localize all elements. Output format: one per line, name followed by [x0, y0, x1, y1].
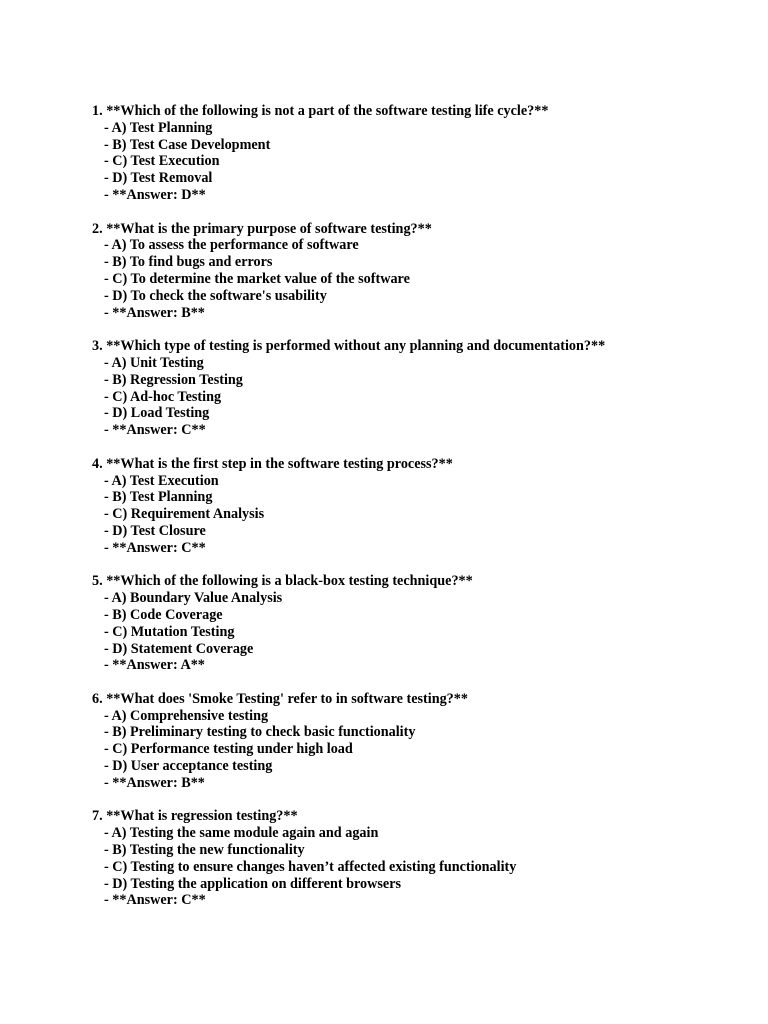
option-b: - B) Test Case Development	[104, 136, 271, 153]
option-d: - D) User acceptance testing	[104, 758, 273, 775]
option-c: - C) Requirement Analysis	[104, 506, 265, 523]
option-b: - B) Regression Testing	[104, 371, 243, 388]
answer-line: - **Answer: D**	[104, 186, 206, 203]
question-heading	[92, 338, 732, 355]
question-5	[92, 573, 732, 674]
question-text: **Which type of testing is performed without any planning and documentation?**	[106, 338, 606, 355]
option-d: - D) Test Closure	[104, 522, 206, 539]
option-b: - B) Test Planning	[104, 489, 213, 506]
option-c: - C) Mutation Testing	[104, 623, 235, 640]
question-number: 4.	[92, 455, 103, 472]
option-a: - A) Boundary Value Analysis	[104, 590, 283, 607]
question-text: **Which of the following is a black-box testing technique?**	[106, 573, 473, 590]
question-7	[92, 808, 732, 909]
option-d: - D) To check the software's usability	[104, 287, 327, 304]
option-a: - A) Test Execution	[104, 472, 219, 489]
question-number: 2.	[92, 220, 103, 237]
question-heading	[92, 808, 732, 825]
option-a: - A) To assess the performance of software	[104, 237, 359, 254]
option-c: - C) Testing to ensure changes haven’t affected existing functionality	[104, 858, 517, 875]
option-a: - A) Comprehensive testing	[104, 707, 269, 724]
option-c: - C) To determine the market value of the software	[104, 270, 410, 287]
question-number: 1.	[92, 103, 103, 119]
option-d: - D) Testing the application on different browsers	[104, 875, 402, 892]
question-text: **Which of the following is not a part of the software testing life cycle?**	[106, 103, 549, 119]
question-text: **What is regression testing?**	[106, 808, 298, 825]
question-heading	[92, 691, 732, 708]
question-heading	[92, 221, 732, 238]
question-heading	[92, 573, 732, 590]
option-b: - B) Testing the new functionality	[104, 842, 305, 859]
question-list	[92, 103, 732, 926]
option-c: - C) Test Execution	[104, 153, 220, 170]
question-text: **What is the primary purpose of software testing?**	[106, 220, 432, 237]
option-b: - B) Preliminary testing to check basic functionality	[104, 724, 416, 741]
question-4	[92, 456, 732, 557]
question-6	[92, 691, 732, 792]
option-a: - A) Unit Testing	[104, 354, 204, 371]
option-d: - D) Test Removal	[104, 170, 213, 187]
question-1	[92, 103, 732, 204]
answer-line: - **Answer: C**	[104, 422, 206, 439]
answer-line: - **Answer: B**	[104, 304, 205, 321]
question-number: 3.	[92, 338, 103, 355]
question-heading	[92, 456, 732, 473]
question-number: 6.	[92, 690, 103, 707]
question-heading	[92, 103, 732, 120]
question-text: **What is the first step in the software testing process?**	[106, 455, 453, 472]
answer-line: - **Answer: C**	[104, 539, 206, 556]
option-d: - D) Statement Coverage	[104, 640, 254, 657]
answer-line: - **Answer: B**	[104, 774, 205, 791]
option-c: - C) Performance testing under high load	[104, 741, 353, 758]
option-b: - B) Code Coverage	[104, 606, 223, 623]
question-number: 5.	[92, 573, 103, 590]
question-text: **What does 'Smoke Testing' refer to in software testing?**	[106, 690, 468, 707]
option-a: - A) Test Planning	[104, 119, 213, 136]
question-3	[92, 338, 732, 439]
option-a: - A) Testing the same module again and again	[104, 825, 379, 842]
answer-line: - **Answer: A**	[104, 657, 205, 674]
option-b: - B) To find bugs and errors	[104, 254, 273, 271]
question-2	[92, 221, 732, 322]
option-c: - C) Ad-hoc Testing	[104, 388, 222, 405]
answer-line: - **Answer: C**	[104, 892, 206, 909]
option-d: - D) Load Testing	[104, 405, 210, 422]
question-number: 7.	[92, 808, 103, 825]
